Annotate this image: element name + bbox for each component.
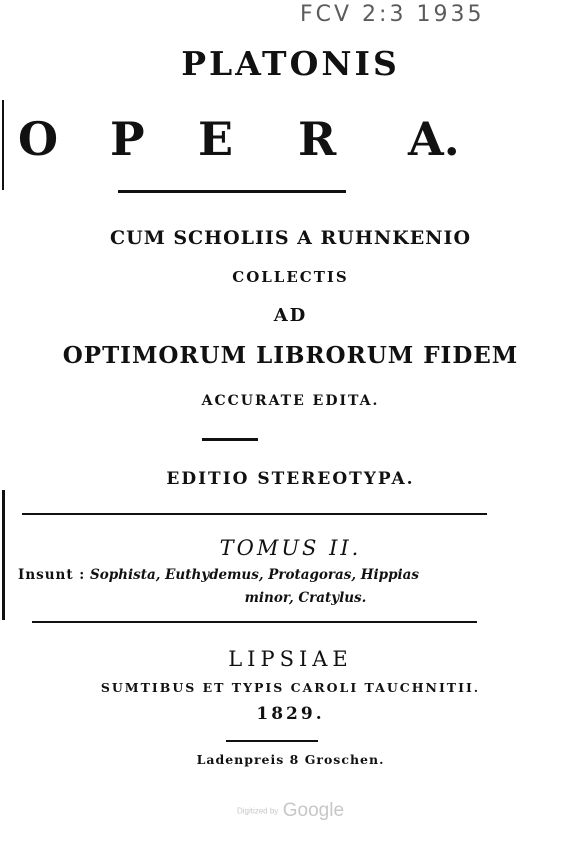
publication-year: 1829.	[256, 704, 325, 724]
title-letter: O	[18, 112, 59, 166]
subtitle-line: CUM SCHOLIIS A RUHNKENIO	[110, 227, 471, 249]
divider-rule	[118, 190, 346, 193]
google-logo: Google	[282, 800, 345, 821]
edition-statement: EDITIO STEREOTYPA.	[166, 469, 415, 489]
publisher-line: SUMTIBUS ET TYPIS CAROLI TAUCHNITII.	[100, 680, 481, 695]
divider-rule	[22, 513, 487, 515]
contents-list: Sophista, Euthydemus, Protagoras, Hippias	[89, 567, 420, 583]
divider-rule	[32, 621, 477, 623]
watermark-caption: Digitized by	[236, 806, 279, 816]
subtitle-line: ACCURATE EDITA.	[201, 393, 380, 409]
divider-rule	[202, 438, 258, 441]
subtitle-line: COLLECTIS	[232, 268, 349, 286]
contents-label: Insunt :	[18, 567, 86, 583]
title-letter: E	[198, 112, 234, 166]
google-watermark	[0, 800, 581, 822]
volume-number: TOMUS II.	[219, 536, 362, 560]
divider-rule	[226, 740, 318, 742]
contents-line	[18, 567, 419, 583]
library-stamp: FCV 2:3 1935	[300, 2, 485, 27]
contents-line: minor, Cratylus.	[244, 590, 367, 606]
author-title: PLATONIS	[181, 44, 400, 83]
place-of-publication: LIPSIAE	[228, 647, 353, 671]
title-letter: A.	[408, 112, 460, 166]
title-letter: P	[110, 112, 145, 166]
subtitle-line: AD	[273, 305, 308, 326]
price-line: Ladenpreis 8 Groschen.	[196, 752, 385, 767]
title-letter: R	[298, 112, 337, 166]
subtitle-line: OPTIMORUM LIBRORUM FIDEM	[62, 342, 519, 369]
work-title	[0, 112, 581, 172]
